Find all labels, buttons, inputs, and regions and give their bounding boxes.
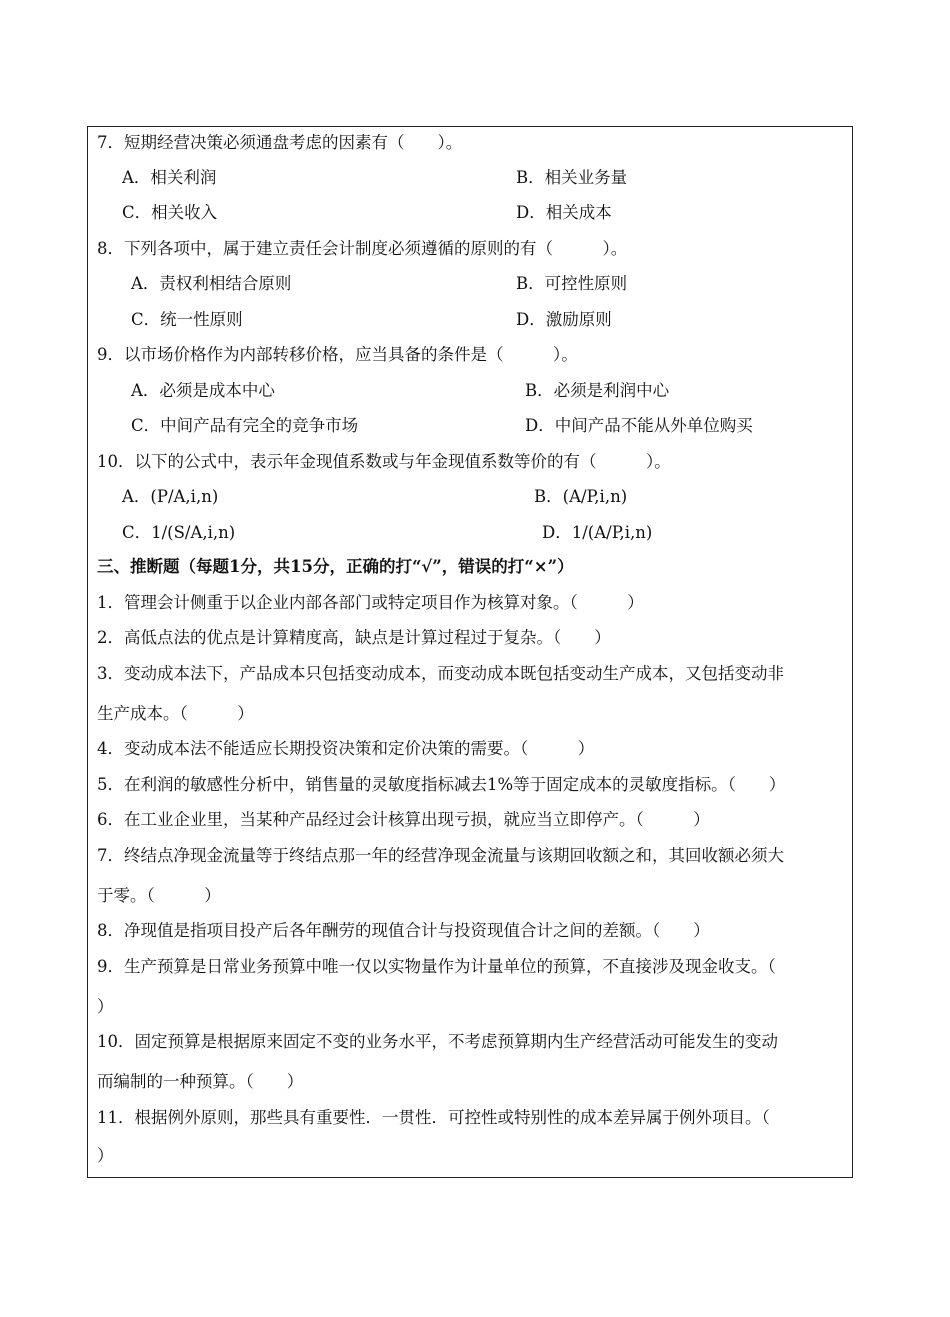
tf-q1: 1．管理会计侧重于以企业内部各部门或特定项目作为核算对象。（ ） <box>97 593 644 612</box>
tf-q6: 6．在工业企业里，当某种产品经过会计核算出现亏损，就应当立即停产。（ ） <box>97 810 710 829</box>
mc-q7-option-d: D．相关成本 <box>516 203 612 222</box>
mc-q8-option-d: D．激励原则 <box>516 310 612 329</box>
tf-q8: 8．净现值是指项目投产后各年酬劳的现值合计与投资现值合计之间的差额。（ ） <box>97 921 710 940</box>
mc-q10-option-c: C．1/(S/A,i,n) <box>122 523 236 542</box>
tf-q9-line1: 9．生产预算是日常业务预算中唯一仅以实物量作为计量单位的预算，不直接涉及现金收支。（ <box>97 957 776 976</box>
mc-q7-option-a: A．相关利润 <box>122 168 217 187</box>
tf-q11-line2: ） <box>97 1146 114 1165</box>
tf-q2: 2．高低点法的优点是计算精度高，缺点是计算过程过于复杂。（ ） <box>97 628 611 647</box>
tf-q4: 4．变动成本法不能适应长期投资决策和定价决策的需要。（ ） <box>97 739 595 758</box>
tf-q10-line2: 而编制的一种预算。（ ） <box>97 1072 304 1091</box>
mc-q10-option-a: A．(P/A,i,n) <box>122 487 219 506</box>
mc-q9-option-c: C．中间产品有完全的竞争市场 <box>131 416 359 435</box>
tf-q7-line2: 于零。（ ） <box>97 886 221 905</box>
mc-q7-option-b: B．相关业务量 <box>516 168 628 187</box>
mc-q9-stem: 9．以市场价格作为内部转移价格，应当具备的条件是（ ）。 <box>97 345 578 364</box>
mc-q7-option-c: C．相关收入 <box>122 203 218 222</box>
tf-q3-line2: 生产成本。（ ） <box>97 704 254 723</box>
mc-q9-option-b: B．必须是利润中心 <box>525 381 670 400</box>
mc-q10-stem: 10．以下的公式中，表示年金现值系数或与年金现值系数等价的有（ ）。 <box>97 452 671 471</box>
tf-q7-line1: 7．终结点净现金流量等于终结点那一年的经营净现金流量与该期回收额之和，其回收额必须大 <box>97 846 784 865</box>
tf-q11-line1: 11．根据例外原则，那些具有重要性．一贯性．可控性或特别性的成本差异属于例外项目。（ <box>97 1108 770 1127</box>
mc-q9-option-a: A．必须是成本中心 <box>131 381 275 400</box>
mc-q10-option-b: B．(A/P,i,n) <box>534 487 628 506</box>
tf-q9-line2: ） <box>97 997 114 1016</box>
section-3-heading: 三、推断题（每题1分，共15分，正确的打“√”，错误的打“×”） <box>97 557 574 576</box>
tf-q5: 5．在利润的敏感性分析中，销售量的灵敏度指标减去1%等于固定成本的灵敏度指标。（ ） <box>97 775 786 794</box>
mc-q8-option-b: B．可控性原则 <box>516 274 628 293</box>
mc-q8-option-c: C．统一性原则 <box>131 310 243 329</box>
mc-q8-stem: 8．下列各项中，属于建立责任会计制度必须遵循的原则的有（ ）。 <box>97 239 628 258</box>
mc-q9-option-d: D．中间产品不能从外单位购买 <box>525 416 753 435</box>
mc-q7-stem: 7．短期经营决策必须通盘考虑的因素有（ ）。 <box>97 133 463 152</box>
tf-q10-line1: 10．固定预算是根据原来固定不变的业务水平，不考虑预算期内生产经营活动可能发生的变动 <box>97 1032 778 1051</box>
tf-q3-line1: 3．变动成本法下，产品成本只包括变动成本，而变动成本既包括变动生产成本，又包括变动非 <box>97 664 784 683</box>
mc-q10-option-d: D．1/(A/P,i,n) <box>542 523 653 542</box>
mc-q8-option-a: A．责权利相结合原则 <box>131 274 292 293</box>
